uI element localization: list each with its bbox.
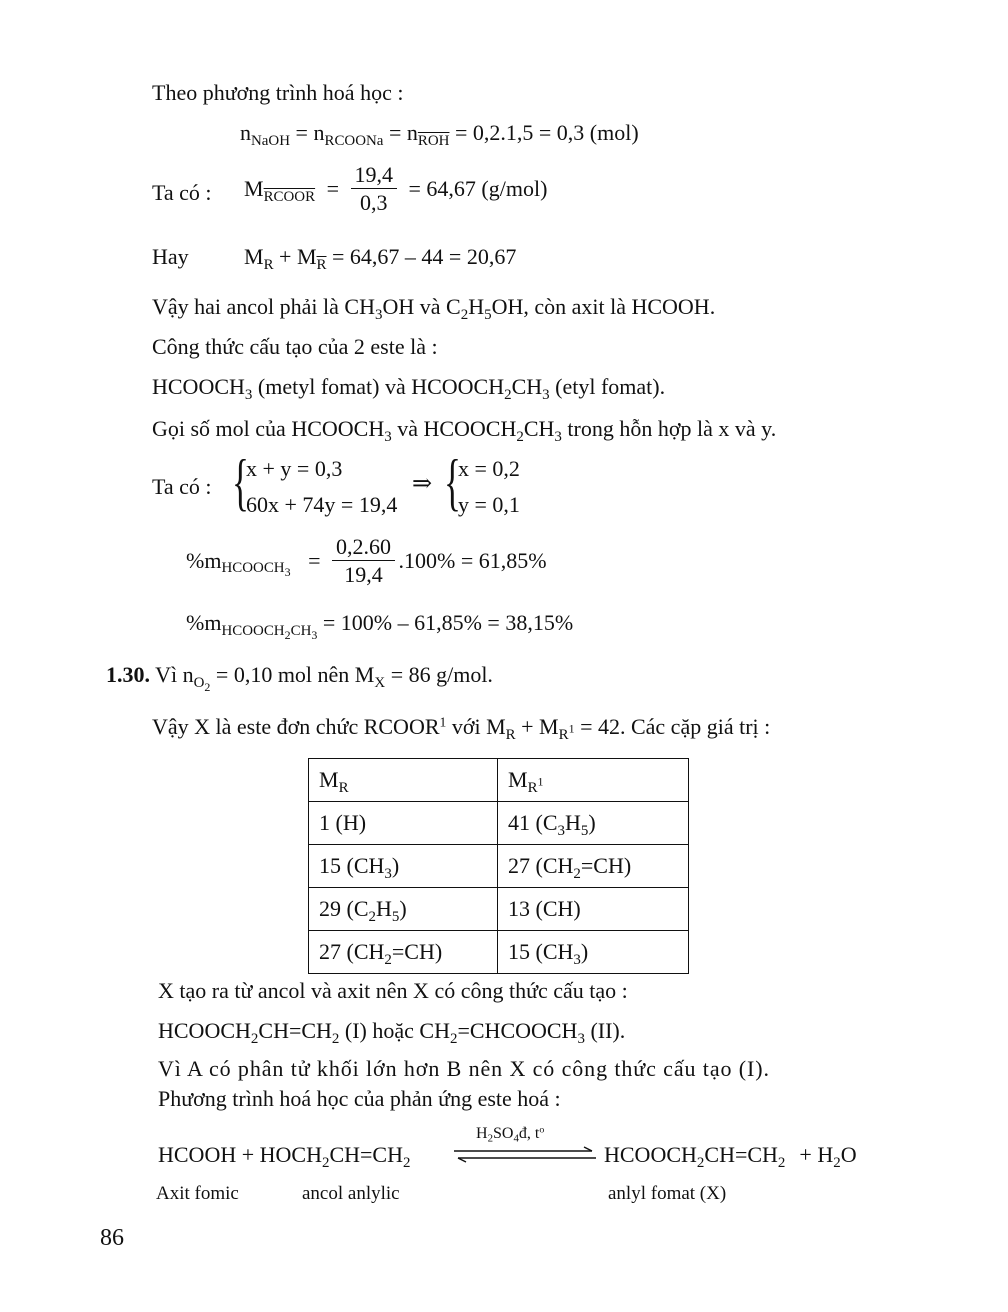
- table-cell: 29 $(C_2H_5)$: [309, 888, 498, 931]
- reaction-condition: $H_2SO_4đ$, $t^o$: [476, 1124, 545, 1145]
- molar-mass-equation: $M_{RCOOR}$ = $\frac{19,4}{0,3}$ = 64,67 (g/mol): [244, 162, 548, 215]
- problem-1-30: 1.30. Vì $n_{O_2} = 0,10$ mol nên $M_X = 86$ g/mol.: [106, 662, 493, 694]
- name-allyl-formate: anlyl fomat (X): [608, 1183, 727, 1204]
- solution-x: x = 0,2: [458, 456, 520, 481]
- left-brace-icon: {: [232, 446, 249, 517]
- table-cell: 27 $(CH_2=CH)$: [309, 931, 498, 974]
- table-header-row: [309, 759, 689, 802]
- system-eq-1: x + y = 0,3: [246, 456, 343, 481]
- solution-y: y = 0,1: [458, 492, 520, 517]
- hay-label: Hay: [152, 244, 189, 269]
- intro-text: Theo phương trình hoá học :: [152, 80, 404, 105]
- table-cell: 13 (CH): [498, 888, 689, 931]
- system-label: Ta có :: [152, 474, 212, 499]
- table-row: [309, 845, 689, 888]
- name-allyl-alcohol: ancol anlylic: [302, 1183, 400, 1204]
- paragraph-structures: $HCOOCH_2CH=CH_2$ (I) hoặc $CH_2=CHCOOCH_3$ (II).: [158, 1018, 626, 1047]
- header-mr1: $M_{R^1}$: [498, 759, 689, 802]
- table-row: [309, 931, 689, 974]
- paragraph-x-origin: X tạo ra từ ancol và axit nên X có công thức cấu tạo :: [158, 978, 628, 1003]
- paragraph-structure: Công thức cấu tạo của 2 este là :: [152, 334, 438, 359]
- system-eq-2: 60x + 74y = 19,4: [246, 492, 398, 517]
- table-cell: 41 $(C_3H_5)$: [498, 802, 689, 845]
- table-cell: 15 $(CH_3)$: [498, 931, 689, 974]
- paragraph-moles: Gọi số mol của $HCOOCH_3$ và $HCOOCH_2CH_3$ trong hỗn hợp là x và y.: [152, 416, 777, 445]
- mass-pairs-table: [308, 758, 689, 974]
- fraction-19-4-over-0-3: $\frac{19,4}{0,3}$: [351, 164, 398, 214]
- page-number: 86: [100, 1225, 124, 1251]
- table-cell: 1 (H): [309, 802, 498, 845]
- molar-mass-label: Ta có :: [152, 180, 212, 205]
- mole-equation: $n_{NaOH} = n_{RCOONa} = n_{\overline{ROH}} = 0,2.1,5 = 0,3$ (mol): [240, 120, 639, 149]
- paragraph-ester-pairs: Vậy X là este đơn chức RCOOR$^1$ với $M_R + M_{R^1} = 42$. Các cặp giá trị :: [152, 714, 771, 743]
- implies-arrow-icon: ⇒: [412, 471, 433, 497]
- percent-methyl-equation: $\%m_{HCOOCH_3}$ = $\frac{0,2.60}{19,4}$ .100% = 61,85%: [186, 534, 547, 587]
- table-cell: 27 $(CH_2=CH)$: [498, 845, 689, 888]
- right-brace-icon: {: [444, 446, 461, 517]
- percent-ethyl-equation: $\%m_{HCOOCH_2CH_3} = 100\% - 61,85\% = 38,15\%$: [186, 610, 574, 642]
- equilibrium-arrow-icon: [452, 1146, 598, 1164]
- header-mr: $M_R$: [309, 759, 498, 802]
- paragraph-ancol: Vậy hai ancol phải là $CH_3OH$ và $C_2H_5OH$, còn axit là HCOOH.: [152, 294, 716, 323]
- table-cell: 15 $(CH_3)$: [309, 845, 498, 888]
- table-row: [309, 888, 689, 931]
- name-formic-acid: Axit fomic: [156, 1183, 239, 1204]
- reaction-reactants: HCOOH + $HOCH_2CH=CH_2$: [158, 1142, 411, 1171]
- reaction-products: $HCOOCH_2CH=CH_2 + H_2O$: [604, 1142, 857, 1171]
- paragraph-reaction-intro: Phương trình hoá học của phản ứng este hoá :: [158, 1086, 561, 1111]
- paragraph-esters: $HCOOCH_3$ (metyl fomat) và $HCOOCH_2CH_3$ (etyl fomat).: [152, 374, 666, 403]
- hay-equation: $M_R + M_{\overline{R}} = 64,67 - 44 = 20,67$: [244, 244, 517, 273]
- fraction-percent: $\frac{0,2.60}{19,4}$: [332, 536, 395, 586]
- table-row: [309, 802, 689, 845]
- paragraph-conclusion: Vì A có phân tử khối lớn hơn B nên X có công thức cấu tạo (I).: [158, 1056, 770, 1081]
